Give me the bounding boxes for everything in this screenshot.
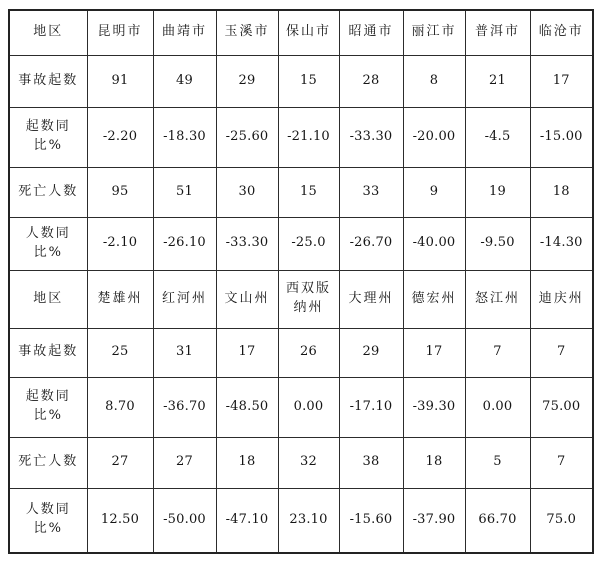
value-cell: -18.30 <box>153 107 216 167</box>
value-cell: 0.00 <box>465 377 530 437</box>
value-cell: 49 <box>153 55 216 107</box>
value-cell: -25.0 <box>278 217 339 270</box>
table-row <box>9 270 593 328</box>
region-row-label: 地区 <box>9 10 87 55</box>
region-header-cell: 保山市 <box>278 10 339 55</box>
value-cell: 31 <box>153 328 216 377</box>
value-cell: -47.10 <box>216 488 278 553</box>
value-cell: 7 <box>530 437 593 488</box>
value-cell: -33.30 <box>216 217 278 270</box>
value-cell: 8.70 <box>87 377 153 437</box>
value-cell: 66.70 <box>465 488 530 553</box>
region-header-cell: 西双版纳州 <box>278 270 339 328</box>
value-cell: -9.50 <box>465 217 530 270</box>
value-cell: 26 <box>278 328 339 377</box>
value-cell: 23.10 <box>278 488 339 553</box>
table-row <box>9 488 593 553</box>
value-cell: 15 <box>278 167 339 217</box>
metric-row-label: 起数同比% <box>9 377 87 437</box>
table-row <box>9 437 593 488</box>
value-cell: -4.5 <box>465 107 530 167</box>
table-row <box>9 55 593 107</box>
value-cell: 51 <box>153 167 216 217</box>
region-header-cell: 迪庆州 <box>530 270 593 328</box>
value-cell: 9 <box>403 167 465 217</box>
table-body <box>9 10 593 553</box>
value-cell: -21.10 <box>278 107 339 167</box>
value-cell: -15.00 <box>530 107 593 167</box>
value-cell: -26.70 <box>339 217 403 270</box>
region-header-cell: 大理州 <box>339 270 403 328</box>
value-cell: -25.60 <box>216 107 278 167</box>
value-cell: 0.00 <box>278 377 339 437</box>
value-cell: -14.30 <box>530 217 593 270</box>
region-row-label: 地区 <box>9 270 87 328</box>
table-row <box>9 377 593 437</box>
value-cell: 27 <box>87 437 153 488</box>
value-cell: -20.00 <box>403 107 465 167</box>
value-cell: 29 <box>216 55 278 107</box>
region-header-cell: 昭通市 <box>339 10 403 55</box>
region-header-cell: 德宏州 <box>403 270 465 328</box>
accident-statistics-table <box>8 9 594 554</box>
region-header-cell: 文山州 <box>216 270 278 328</box>
metric-row-label: 事故起数 <box>9 55 87 107</box>
value-cell: 21 <box>465 55 530 107</box>
value-cell: 75.0 <box>530 488 593 553</box>
value-cell: -2.10 <box>87 217 153 270</box>
value-cell: -2.20 <box>87 107 153 167</box>
table-row <box>9 107 593 167</box>
value-cell: 28 <box>339 55 403 107</box>
value-cell: 95 <box>87 167 153 217</box>
value-cell: 27 <box>153 437 216 488</box>
table-row <box>9 167 593 217</box>
value-cell: 25 <box>87 328 153 377</box>
region-header-cell: 临沧市 <box>530 10 593 55</box>
table-row <box>9 328 593 377</box>
table-row <box>9 217 593 270</box>
region-header-cell: 怒江州 <box>465 270 530 328</box>
value-cell: 5 <box>465 437 530 488</box>
value-cell: 17 <box>403 328 465 377</box>
metric-row-label: 起数同比% <box>9 107 87 167</box>
region-header-cell: 曲靖市 <box>153 10 216 55</box>
value-cell: 33 <box>339 167 403 217</box>
metric-row-label: 人数同比% <box>9 217 87 270</box>
metric-row-label: 死亡人数 <box>9 437 87 488</box>
metric-row-label: 人数同比% <box>9 488 87 553</box>
value-cell: 7 <box>530 328 593 377</box>
value-cell: 17 <box>530 55 593 107</box>
value-cell: 12.50 <box>87 488 153 553</box>
value-cell: -50.00 <box>153 488 216 553</box>
value-cell: -17.10 <box>339 377 403 437</box>
value-cell: -39.30 <box>403 377 465 437</box>
value-cell: 32 <box>278 437 339 488</box>
value-cell: -33.30 <box>339 107 403 167</box>
value-cell: 17 <box>216 328 278 377</box>
region-header-cell: 玉溪市 <box>216 10 278 55</box>
region-header-cell: 昆明市 <box>87 10 153 55</box>
metric-row-label: 死亡人数 <box>9 167 87 217</box>
table-row <box>9 10 593 55</box>
value-cell: 7 <box>465 328 530 377</box>
value-cell: 8 <box>403 55 465 107</box>
value-cell: -26.10 <box>153 217 216 270</box>
region-header-cell: 楚雄州 <box>87 270 153 328</box>
value-cell: -15.60 <box>339 488 403 553</box>
region-header-cell: 丽江市 <box>403 10 465 55</box>
value-cell: -40.00 <box>403 217 465 270</box>
value-cell: 18 <box>216 437 278 488</box>
value-cell: 38 <box>339 437 403 488</box>
value-cell: 30 <box>216 167 278 217</box>
value-cell: 18 <box>403 437 465 488</box>
value-cell: -36.70 <box>153 377 216 437</box>
statistics-table-container <box>8 9 594 554</box>
value-cell: 19 <box>465 167 530 217</box>
value-cell: 18 <box>530 167 593 217</box>
value-cell: -48.50 <box>216 377 278 437</box>
region-header-cell: 普洱市 <box>465 10 530 55</box>
value-cell: -37.90 <box>403 488 465 553</box>
value-cell: 15 <box>278 55 339 107</box>
metric-row-label: 事故起数 <box>9 328 87 377</box>
region-header-cell: 红河州 <box>153 270 216 328</box>
value-cell: 75.00 <box>530 377 593 437</box>
value-cell: 29 <box>339 328 403 377</box>
value-cell: 91 <box>87 55 153 107</box>
